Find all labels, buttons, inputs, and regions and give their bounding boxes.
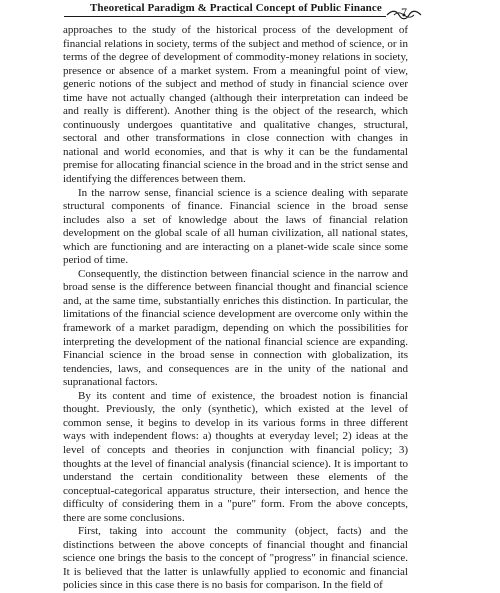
page-number: 7 [401, 5, 407, 19]
header-rule [64, 16, 386, 17]
paragraph: In the narrow sense, financial science is a science dealing with separate structural components of finance. Financial science in the broad sense includes also a set of knowledge about the laws of financial relation development on the global scale of all human civilization, all national states, which are functioning and are interacting on a planet-wide scale since some period of time. [63, 186, 408, 267]
running-header [64, 2, 444, 18]
paragraph: Consequently, the distinction between financial science in the narrow and broad sense is the difference between financial thought and financial science and, at the same time, substantially enriches this distinction. In particular, the limitations of the financial science development are overcome only within the framework of a market paradigm, depending on which the possibilities for interpreting the development of the national financial science are expanding. Financial science in the broad sense in connection with globalization, its tendencies, laws, and consequences are in the unity of the national and supranational factors. [63, 267, 408, 389]
paragraph-continued: approaches to the study of the historical process of the development of financial relations in society, terms of the subject and method of science, or in terms of the degree of development of commodity-money relations in society, presence or absence of a market system. From a meaningful point of view, generic notions of the subject and method of study in financial science over time have not actually changed (although their interpretation can indeed be and really is different). Another thing is the object of the research, which continuously undergoes quantitative and qualitative changes, structural, sectoral and other transformations in close connection with changes in national and world economies, and that is why it can be the fundamental premise for allocating financial science in the broad and in the strict sense and identifying the differences between them. [63, 24, 408, 186]
running-header-title: Theoretical Paradigm & Practical Concept of Public Finance [90, 2, 382, 14]
paragraph: First, taking into account the community (object, facts) and the distinctions between the above concepts of financial thought and financial science one brings the basis to the concept of "progress" in financial science. It is believed that the latter is unlawfully applied to economic and financial policies since in this case there is no basis for comparison. In the field of [63, 525, 408, 592]
body-text [63, 24, 408, 593]
paragraph: By its content and time of existence, the broadest notion is financial thought. Previously, the only (synthetic), which existed at the level of common sense, it begins to develop in its various forms in three different ways with independent flows: a) thoughts at everyday level; 2) ideas at the level of concepts and theories in conjunction with financial policy; 3) thoughts at the level of financial analysis (financial science). It is important to understand the certain conditionality between these elements of the conceptual-categorical apparatus structure, their intersection, and hence the difficulty of considering them in a "pure" form. From the above concepts, there are some conclusions. [63, 389, 408, 524]
